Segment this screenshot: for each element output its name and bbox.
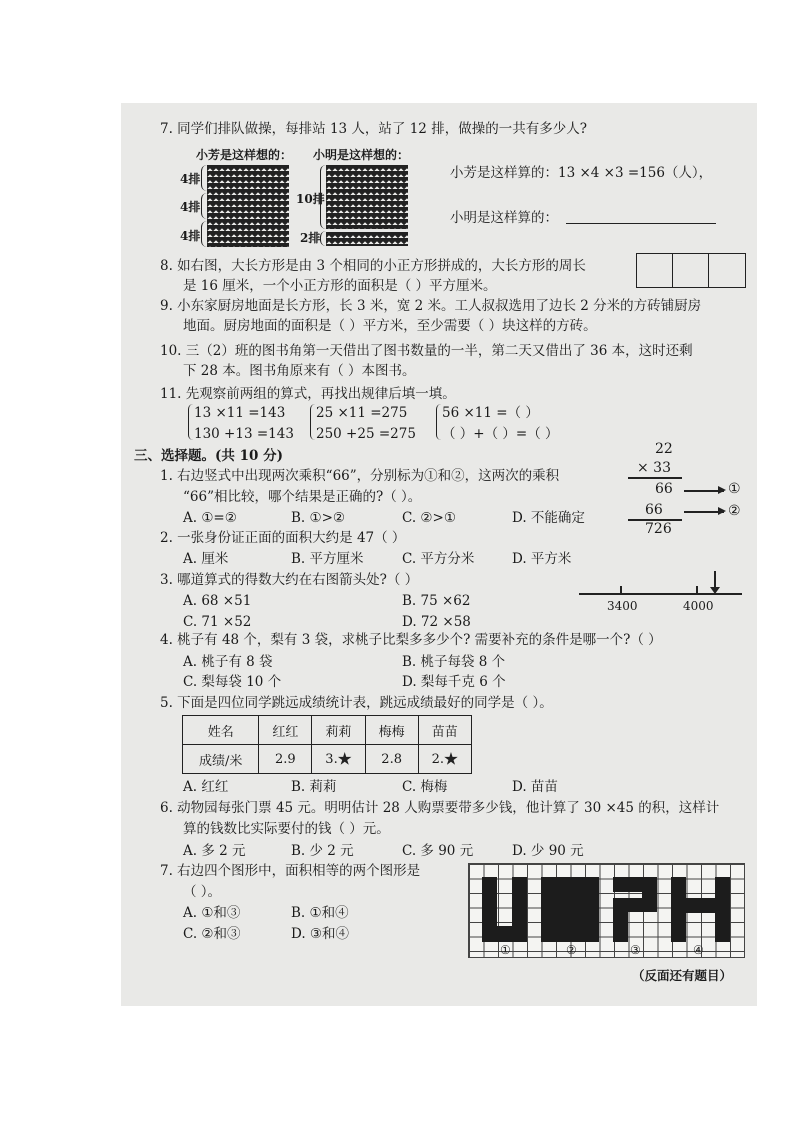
c6-opt-a: A. 多 2 元 <box>183 843 246 859</box>
table-header-cell: 梅梅 <box>365 716 418 745</box>
mark-1: ① <box>728 481 741 497</box>
section3-title: 三、选择题。(共 10 分) <box>134 448 283 464</box>
score-value: 2. <box>431 751 444 767</box>
score-table <box>182 715 472 774</box>
xiaofang-label: 小芳是这样想的： <box>196 148 293 162</box>
triangle-array-xiaofang <box>207 165 289 247</box>
rows-label-4c: 4排 <box>180 229 201 243</box>
answer-line <box>566 223 716 224</box>
triangle-array-xiaoming-top <box>326 165 408 229</box>
c1-line2: “66”相比较，哪个结果是正确的?（ ）。 <box>183 489 422 505</box>
c5-opt-a: A. 红红 <box>183 779 229 795</box>
calc-partial-1: 66 <box>655 481 673 497</box>
c1-opt-c: C. ②>① <box>402 510 456 526</box>
c4-text: 4. 桃子有 48 个，梨有 3 袋，求桃子比梨多多少个? 需要补充的条件是哪一个?（ ） <box>160 632 662 648</box>
c3-opt-a: A. 68 ×51 <box>183 593 252 609</box>
brace-icon <box>310 404 315 440</box>
score-value: 3. <box>325 751 338 767</box>
ink-blot-icon <box>338 752 352 766</box>
arrow-down-head-icon <box>710 587 720 594</box>
xiaoming-calc: 小明是这样算的： <box>450 210 558 226</box>
shape-label-1: ① <box>500 943 511 957</box>
table-row <box>183 745 472 774</box>
rows-label-2: 2排 <box>300 231 321 245</box>
q9-line2: 地面。厨房地面的面积是（ ）平方米，至少需要（ ）块这样的方砖。 <box>183 318 597 334</box>
c7-line1: 7. 右边四个图形中，面积相等的两个图形是 <box>160 863 421 879</box>
shape-label-2: ② <box>566 943 577 957</box>
table-row-label: 成绩/米 <box>183 745 259 774</box>
table-cell: 2.9 <box>259 745 312 774</box>
c3-opt-c: C. 71 ×52 <box>183 614 252 630</box>
q11-text: 11. 先观察前两组的算式，再找出规律后填一填。 <box>160 386 456 402</box>
c2-text: 2. 一张身份证正面的面积大约是 47（ ） <box>160 530 406 546</box>
calc-multiplicand: 22 <box>655 441 673 457</box>
q11-g3b: （ ）+（ ）=（ ） <box>442 426 559 442</box>
c6-line2: 算的钱数比实际要付的钱（ ）元。 <box>183 821 390 837</box>
brace-icon <box>188 404 193 440</box>
q8-line2: 是 16 厘米，一个小正方形的面积是（ ）平方厘米。 <box>183 278 497 294</box>
table-cell: 2.8 <box>365 745 418 774</box>
shape-3 <box>613 877 657 892</box>
table-cell <box>418 745 471 774</box>
table-cell <box>312 745 365 774</box>
c1-line1: 1. 右边竖式中出现两次乘积“66”，分别标为①和②，这两次的乘积 <box>160 468 560 484</box>
c2-opt-d: D. 平方米 <box>512 551 572 567</box>
xiaoming-label: 小明是这样想的： <box>313 148 410 162</box>
c1-opt-a: A. ①=② <box>183 510 237 526</box>
arrow-right-icon <box>684 490 724 492</box>
xiaofang-calc: 小芳是这样算的：13 ×4 ×3 =156（人）， <box>450 165 713 181</box>
shape-1 <box>512 877 527 942</box>
c1-opt-d: D. 不能确定 <box>512 510 585 526</box>
ink-blot-icon <box>444 752 458 766</box>
shape-3 <box>613 898 657 912</box>
c5-text: 5. 下面是四位同学跳远成绩统计表，跳远成绩最好的同学是（ ）。 <box>160 695 553 711</box>
c7-line2: （ ）。 <box>183 884 222 900</box>
c4-opt-b: B. 桃子每袋 8 个 <box>402 654 506 670</box>
c6-opt-b: B. 少 2 元 <box>291 843 354 859</box>
mark-2: ② <box>728 503 741 519</box>
c3-text: 3. 哪道算式的得数大约在右图箭头处?（ ） <box>160 572 419 588</box>
calc-partial-2: 66 <box>645 502 663 518</box>
c4-opt-c: C. 梨每袋 10 个 <box>183 674 282 690</box>
q11-g3a: 56 ×11 =（ ） <box>442 405 539 421</box>
q7-text: 7. 同学们排队做操，每排站 13 人，站了 12 排，做操的一共有多少人? <box>160 121 587 137</box>
q9-line1: 9. 小东家厨房地面是长方形，长 3 米，宽 2 米。工人叔叔选用了边长 2 分米的方砖铺厨房 <box>160 298 702 314</box>
triangle-array-xiaoming-bottom <box>326 232 408 246</box>
shape-1 <box>497 926 512 942</box>
shape-label-4: ④ <box>693 943 704 957</box>
q10-line1: 10. 三（2）班的图书角第一天借出了图书数量的一半，第二天又借出了 36 本，这时还剩 <box>160 343 693 359</box>
c6-line1: 6. 动物园每张门票 45 元。明明估计 28 人购票要带多少钱，他计算了 30 ×45 的积，这样计 <box>160 800 720 816</box>
c2-opt-a: A. 厘米 <box>183 551 229 567</box>
shape-2 <box>541 877 599 942</box>
shape-4 <box>715 877 730 942</box>
c7-opt-a: A. ①和③ <box>183 905 241 921</box>
tick-label-3400: 3400 <box>607 599 638 613</box>
q11-g1b: 130 +13 =143 <box>194 426 294 442</box>
c4-opt-a: A. 桃子有 8 袋 <box>183 654 273 670</box>
c5-opt-c: C. 梅梅 <box>402 779 448 795</box>
shape-3 <box>613 912 628 942</box>
calc-result: 726 <box>645 521 672 537</box>
c1-opt-b: B. ①>② <box>291 510 346 526</box>
c7-opt-d: D. ③和④ <box>291 926 350 942</box>
shape-4 <box>671 877 686 942</box>
table-header-cell: 红红 <box>259 716 312 745</box>
c2-opt-b: B. 平方厘米 <box>291 551 364 567</box>
q11-g1a: 13 ×11 =143 <box>194 405 286 421</box>
three-square-rectangle <box>636 253 746 288</box>
c4-opt-d: D. 梨每千克 6 个 <box>402 674 506 690</box>
c3-opt-d: D. 72 ×58 <box>402 614 471 630</box>
c5-opt-b: B. 莉莉 <box>291 779 337 795</box>
c5-opt-d: D. 苗苗 <box>512 779 558 795</box>
shape-1 <box>482 877 497 942</box>
calc-multiplier: × 33 <box>637 460 671 476</box>
calc-rule <box>628 477 682 479</box>
q11-g2b: 250 +25 =275 <box>316 426 416 442</box>
table-header-cell: 莉莉 <box>312 716 365 745</box>
table-row <box>183 716 472 745</box>
rows-label-10: 10排 <box>296 192 325 206</box>
c2-opt-c: C. 平方分米 <box>402 551 475 567</box>
number-line-tick <box>620 586 622 594</box>
rows-label-4a: 4排 <box>180 172 201 186</box>
q11-g2a: 25 ×11 =275 <box>316 405 408 421</box>
q8-line1: 8. 如右图，大长方形是由 3 个相同的小正方形拼成的，大长方形的周长 <box>160 258 586 274</box>
c6-opt-c: C. 多 90 元 <box>402 843 474 859</box>
shape-4 <box>686 898 715 913</box>
c6-opt-d: D. 少 90 元 <box>512 843 584 859</box>
q10-line2: 下 28 本。图书角原来有（ ）本图书。 <box>183 363 416 379</box>
rows-label-4b: 4排 <box>180 200 201 214</box>
number-line-tick <box>696 586 698 594</box>
c3-opt-b: B. 75 ×62 <box>402 593 471 609</box>
footer-note: （反面还有题目） <box>632 968 733 983</box>
c7-opt-c: C. ②和③ <box>183 926 241 942</box>
c7-opt-b: B. ①和④ <box>291 905 349 921</box>
tick-label-4000: 4000 <box>683 599 714 613</box>
table-header-cell: 苗苗 <box>418 716 471 745</box>
arrow-right-icon <box>684 511 724 513</box>
table-header-cell: 姓名 <box>183 716 259 745</box>
brace-icon <box>436 404 441 440</box>
shape-label-3: ③ <box>630 943 641 957</box>
